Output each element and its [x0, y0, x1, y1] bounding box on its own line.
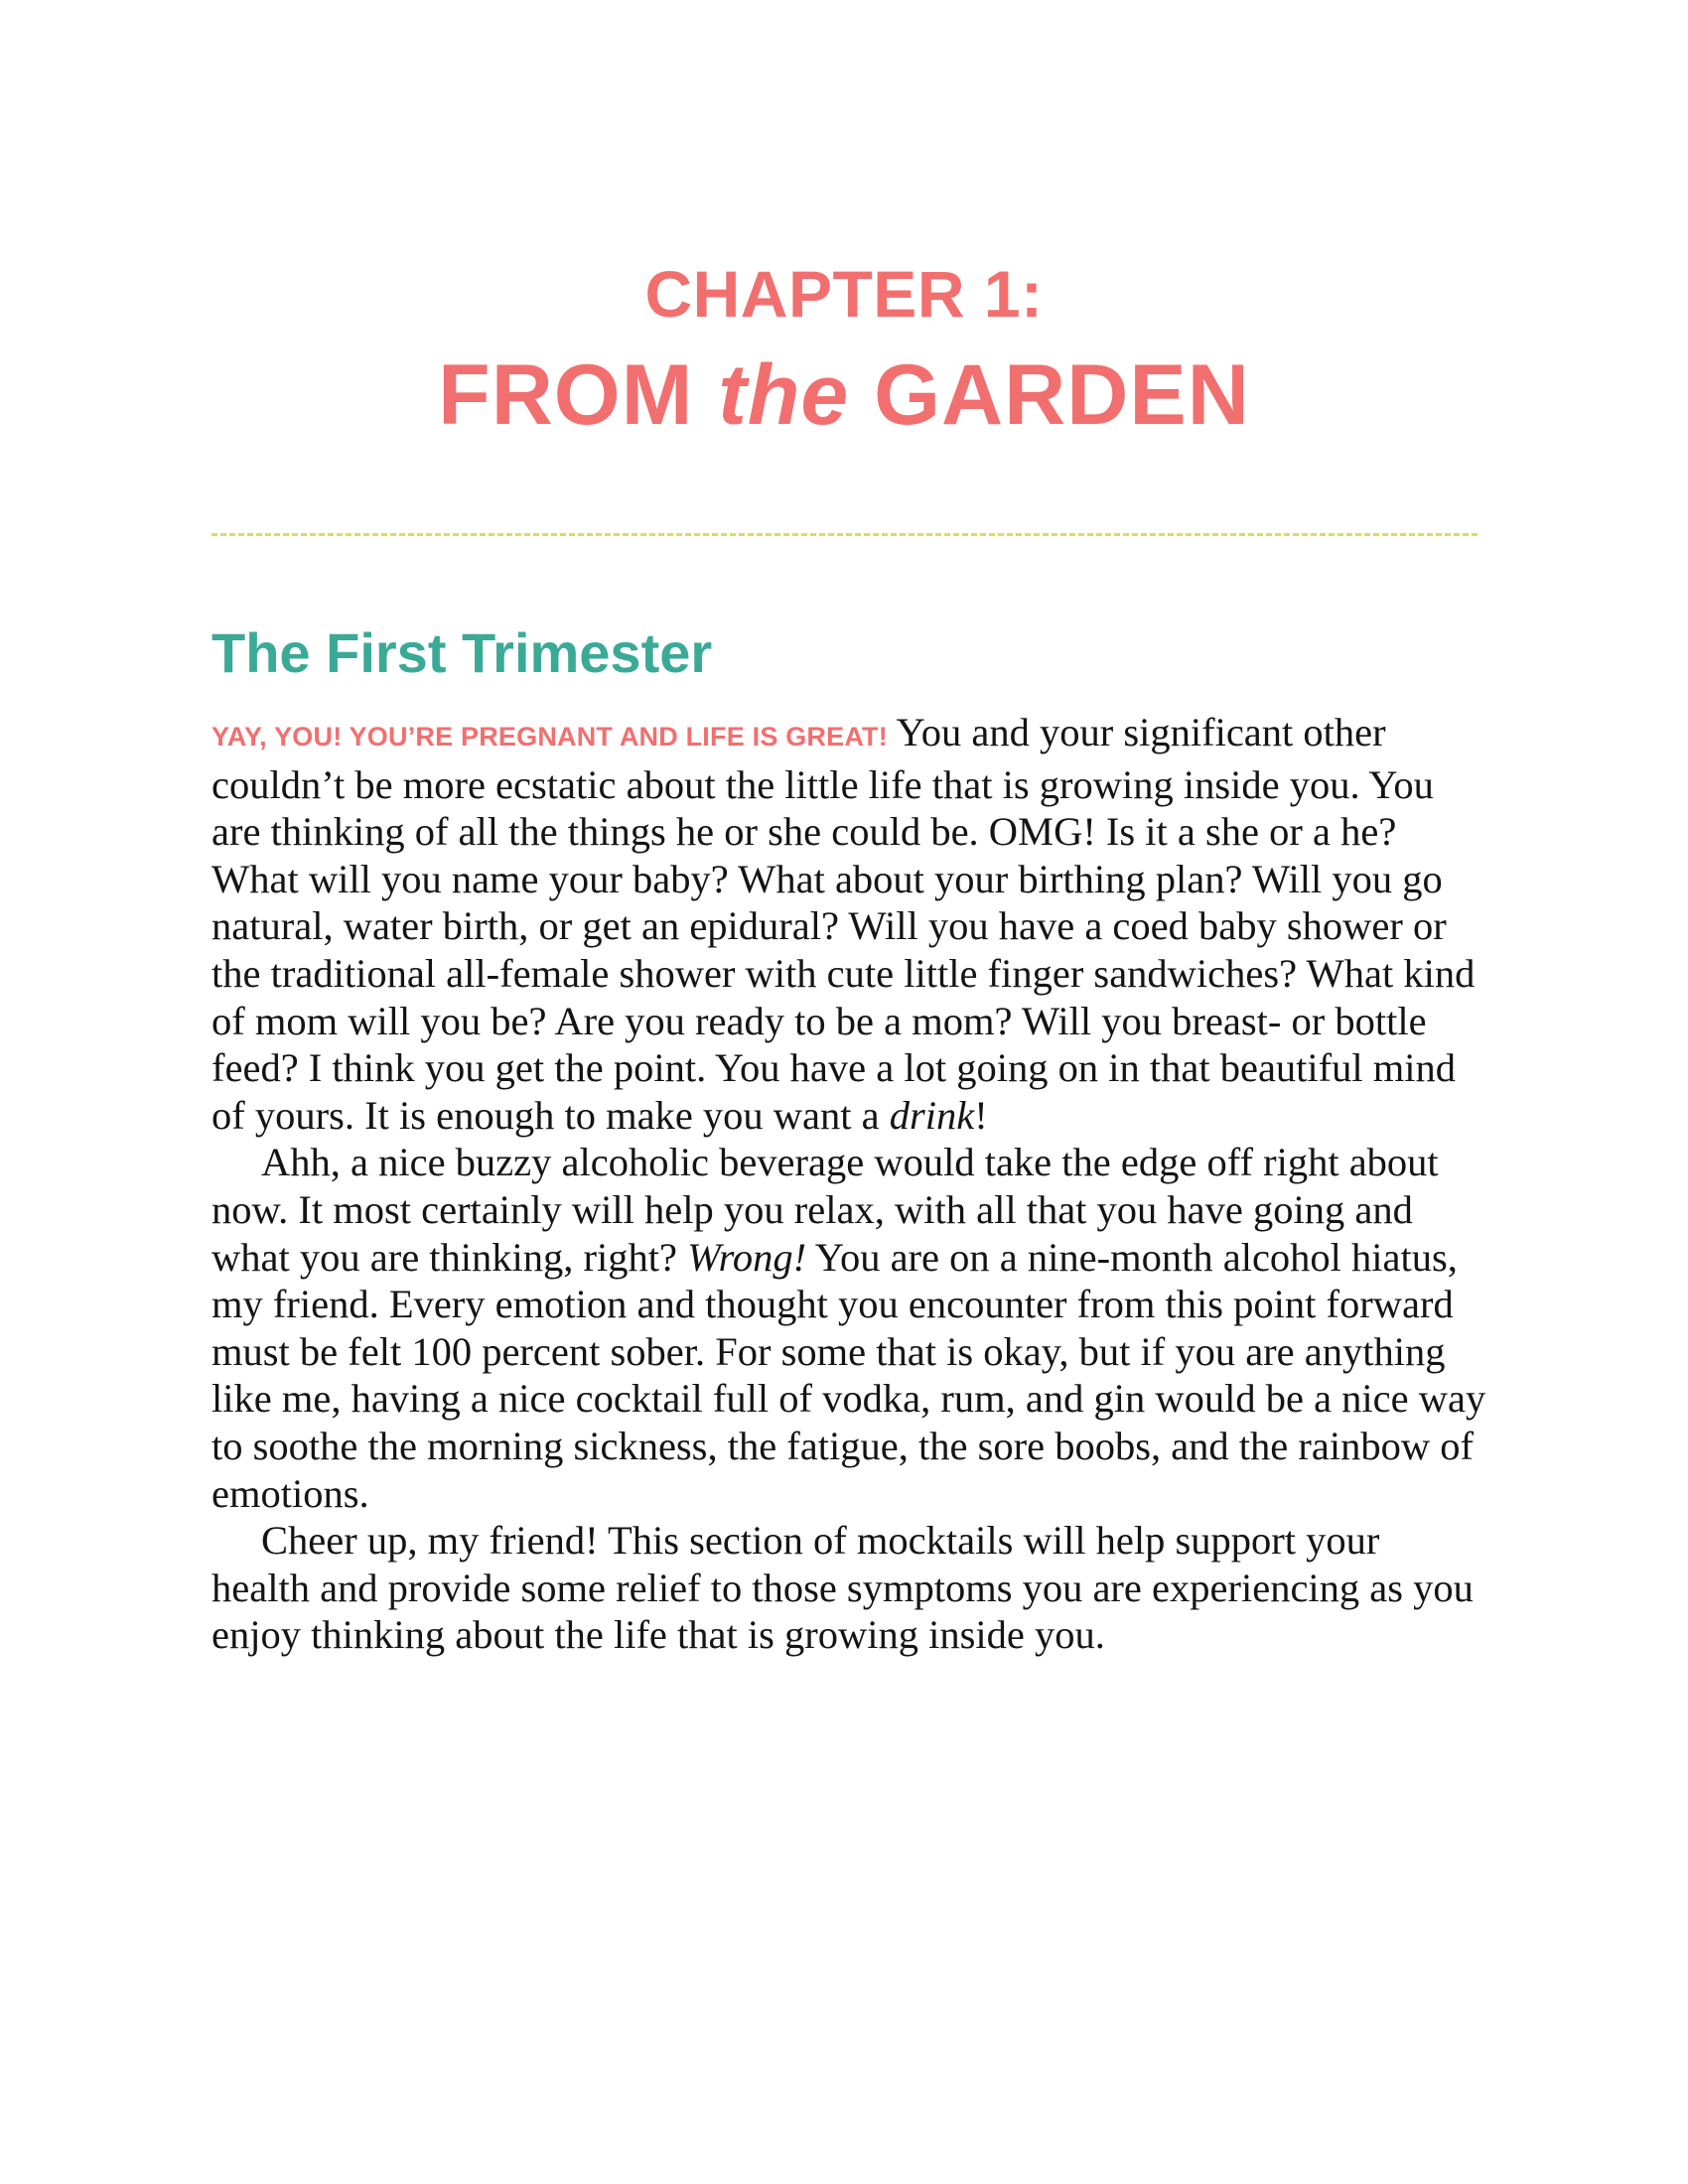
paragraph-1-end: ! — [974, 1092, 988, 1138]
chapter-label: CHAPTER 1: — [644, 257, 1044, 331]
chapter-title — [0, 347, 1688, 443]
paragraph-3: Cheer up, my friend! This section of mocktails will help support your health and provide some relief to those symptoms you are experiencing as you enjoy thinking about the life that is growing inside you. — [211, 1518, 1474, 1658]
chapter-title-part2: GARDEN — [849, 347, 1250, 443]
paragraph-2-text-after: You are on a nine-month alcohol hiatus, my friend. Every emotion and thought you encounter from this point forward must be felt 100 percent sober. For some that is okay, but if you are anything like me, having a nice cocktail full of vodka, rum, and gin would be a nice way to soothe the morning sickness, the fatigue, the sore boobs, and the rainbow of emotions. — [211, 1234, 1486, 1516]
chapter-title-italic: the — [718, 347, 850, 443]
paragraph-1-text: You and your significant other couldn’t be more ecstatic about the little life that is growing inside you. You are thinking of all the things he or she could be. OMG! Is it a she or a he? What will you name your baby? What about your birthing plan? Will you go natural, water birth, or get an epidural? Will you have a coed baby shower or the traditional all-female shower with cute little finger sandwiches? What kind of mom will you be? Are you ready to be a mom? Will you breast- or bottle feed? I think you get the point. You have a lot going on in that beautiful mind of yours. It is enough to make you want a — [211, 710, 1476, 1138]
paragraph-2-text-before: Ahh, a nice buzzy alcoholic beverage would take the edge off right about now. It most certainly will help you relax, with all that you have going and what you are thinking, right? — [211, 1140, 1439, 1280]
chapter-title-part1: FROM — [438, 347, 719, 443]
body-text — [211, 709, 1487, 1659]
lead-in: YAY, YOU! YOU’RE PREGNANT AND LIFE IS GREAT! — [211, 722, 888, 751]
section-heading: The First Trimester — [211, 621, 713, 684]
paragraph-2 — [211, 1139, 1487, 1517]
paragraph-1 — [211, 709, 1487, 1139]
paragraph-1-emphasis: drink — [889, 1092, 975, 1138]
dashed-divider — [211, 533, 1477, 536]
paragraph-2-emphasis: Wrong! — [687, 1234, 807, 1280]
